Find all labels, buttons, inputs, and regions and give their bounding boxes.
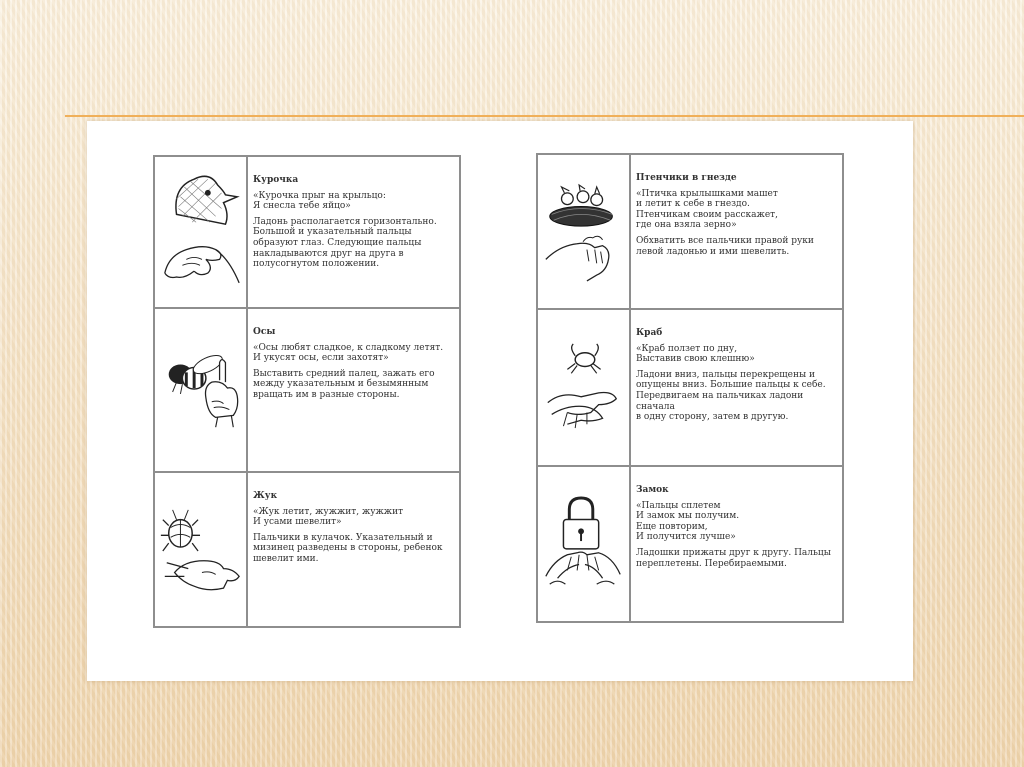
game-poem: «Курочка прыг на крыльцо: Я снесла тебе яйцо» (253, 190, 386, 212)
game-row-wasps (155, 309, 459, 473)
game-description: Ладонь располагается горизонтально. Большой и указательный пальцы образуют глаз. Следующие пальцы накладываются друг на друга в полусогнутом положении. (253, 216, 437, 270)
game-poem: «Птичка крылышками машет и летит к себе в гнездо. Птенчикам своим расскажет, где она взяла зерно» (636, 188, 778, 231)
game-row-lock (538, 467, 842, 621)
game-row-hen (155, 157, 459, 309)
game-row-beetle (155, 473, 459, 626)
lock-hand-icon (538, 467, 629, 621)
lock-illustration-cell (538, 467, 631, 621)
hen-illustration-cell (155, 157, 248, 307)
title-underline (65, 115, 1024, 117)
game-poem: «Краб ползет по дну, Выставив свою клешню» (636, 343, 755, 365)
nest-hand-icon (538, 155, 629, 308)
game-row-crab (538, 310, 842, 467)
game-poem: «Жук летит, жужжит, жужжит И усами шевелит» (253, 506, 404, 528)
chicks-illustration-cell (538, 155, 631, 308)
game-text-beetle (253, 473, 457, 626)
game-text-lock (636, 467, 840, 621)
beetle-hand-icon (155, 473, 246, 626)
game-description: Обхватить все пальчики правой руки левой ладонью и ими шевелить. (636, 235, 814, 257)
game-description: Ладони вниз, пальцы перекрещены и опущены вниз. Большие пальцы к себе. Передвигаем на пальчиках ладони сначала в одну сторону, затем в другую. (636, 369, 826, 423)
game-title: Жук (253, 491, 278, 501)
hen-hand-icon (155, 157, 246, 307)
wasp-illustration-cell (155, 309, 248, 471)
beetle-illustration-cell (155, 473, 248, 626)
game-text-wasps (253, 309, 457, 471)
game-title: Курочка (253, 175, 299, 185)
game-text-crab (636, 310, 840, 465)
game-description: Пальчики в кулачок. Указательный и мизинец разведены в стороны, ребенок шевелит ими. (253, 532, 443, 564)
game-title: Краб (636, 328, 663, 338)
finger-games-card-right (536, 153, 844, 623)
game-poem: «Осы любят сладкое, к сладкому летят. И укусят осы, если захотят» (253, 342, 444, 364)
game-title: Осы (253, 327, 276, 337)
game-row-chicks (538, 155, 842, 310)
slide-content-image (87, 121, 913, 681)
game-poem: «Пальцы сплетем И замок мы получим. Еще повторим, И получится лучше» (636, 500, 740, 543)
game-title: Птенчики в гнезде (636, 173, 737, 183)
crab-illustration-cell (538, 310, 631, 465)
game-description: Выставить средний палец, зажать его между указательным и безымянным вращать им в разные стороны. (253, 368, 435, 400)
game-text-chicks (636, 155, 840, 308)
finger-games-card-left (153, 155, 461, 628)
wasp-hand-icon (155, 309, 246, 471)
game-description: Ладошки прижаты друг к другу. Пальцы переплетены. Перебираемыми. (636, 547, 831, 569)
crab-hand-icon (538, 310, 629, 465)
game-text-hen (253, 157, 457, 307)
game-title: Замок (636, 485, 669, 495)
